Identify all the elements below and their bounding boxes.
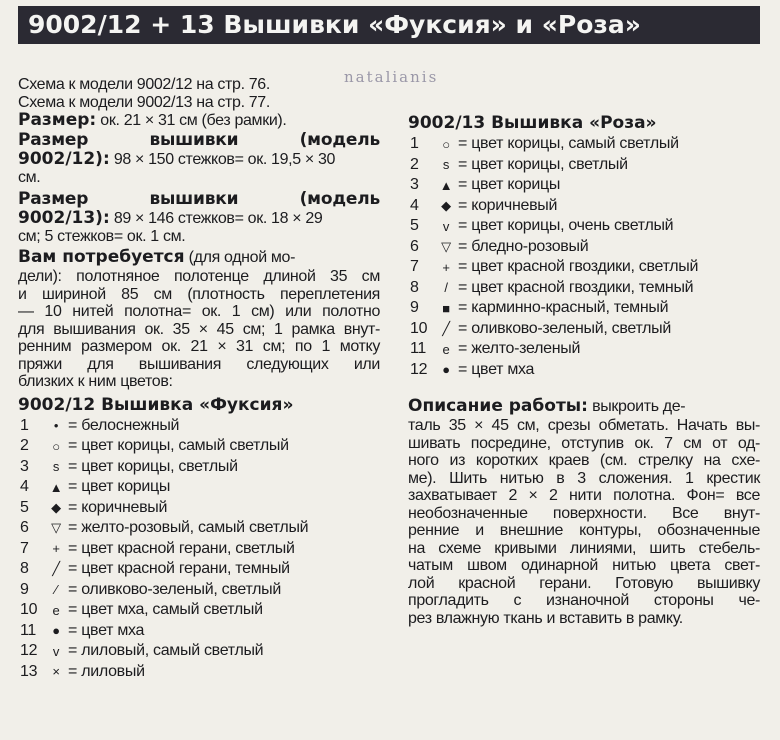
- legend-text: = цвет корицы, самый светлый: [68, 437, 289, 455]
- legend-text: = лиловый: [68, 662, 145, 680]
- legend-text: = лиловый, самый светлый: [68, 642, 264, 660]
- legend-row: [408, 175, 760, 196]
- legend-num: 12: [20, 642, 38, 660]
- legend-text: = цвет красной гвоздики, светлый: [458, 258, 699, 276]
- size-value: ок. 21 × 31 см (без рамки).: [96, 112, 287, 129]
- stitch-symbol-icon: •: [53, 418, 59, 434]
- work-line-5: захватывает 2 × 2 нити полотна. Фон= все: [408, 487, 760, 504]
- legend-num: 1: [20, 416, 29, 434]
- work-first: выкроить де-: [587, 398, 686, 415]
- emb13-model: 9002/13):: [18, 207, 110, 228]
- scheme-line-1: Схема к модели 9002/12 на стр. 76.: [18, 76, 270, 93]
- legend-text: = цвет красной герани, светлый: [68, 539, 295, 557]
- legend-num: 6: [410, 237, 419, 255]
- stitch-symbol-icon: e: [442, 341, 450, 357]
- legend-row: [18, 477, 380, 498]
- legend-row: [18, 518, 380, 539]
- right-column: [408, 112, 760, 627]
- legend-text: = бледно-розовый: [458, 237, 589, 255]
- work-line-2: шивать посредине, отступив ок. 7 см от од-: [408, 434, 760, 452]
- legend-row: [18, 539, 380, 560]
- materials-line-6: пряжи для вышивания следующих или: [18, 355, 380, 373]
- stitch-symbol-icon: s: [52, 459, 60, 475]
- emb12-tail: см.: [18, 169, 41, 186]
- work-line-12: рез влажную ткань и вставить в рамку.: [408, 609, 683, 627]
- stitch-symbol-icon: ○: [52, 438, 60, 454]
- materials-label: Вам потребуется: [18, 247, 185, 267]
- left-column: [18, 76, 380, 682]
- legend-num: 9: [410, 299, 419, 317]
- legend-row: [408, 196, 760, 217]
- stitch-symbol-icon: ■: [442, 300, 450, 316]
- legend-num: 2: [410, 155, 419, 173]
- legend-text: = цвет мха: [458, 360, 535, 378]
- emb13-heading: Размер вышивки (модель: [18, 188, 380, 209]
- stitch-symbol-icon: v: [442, 218, 450, 234]
- legend-text: = цвет корицы: [458, 176, 561, 194]
- work-line-1: таль 35 × 45 см, срезы обметать. Начать вы-: [408, 417, 760, 434]
- materials-text: [18, 268, 380, 391]
- legend-row: [408, 134, 760, 155]
- legend-fuchsia: [18, 416, 380, 683]
- legend-row: [18, 559, 380, 580]
- legend-text: = оливково-зеленый, светлый: [68, 580, 281, 598]
- materials-line-1: дели): полотняное полотенце длиной 35 см: [18, 268, 380, 285]
- emb13-tail: см; 5 стежков= ок. 1 см.: [18, 227, 186, 245]
- stitch-symbol-icon: +: [52, 541, 60, 557]
- stitch-symbol-icon: /: [444, 280, 448, 296]
- work-line-3: ного из коротких краев (см. стрелку на схе-: [408, 452, 760, 469]
- legend-row: [18, 621, 380, 642]
- work-line-6: необозначенные поверхности. Все внут-: [408, 504, 760, 522]
- stitch-symbol-icon: ◆: [441, 197, 451, 213]
- legend-text: = цвет красной гвоздики, темный: [458, 278, 694, 296]
- legend-num: 7: [410, 258, 419, 276]
- legend-num: 4: [410, 196, 419, 214]
- legend-row: [408, 237, 760, 258]
- legend-text: = цвет мха, самый светлый: [68, 601, 263, 619]
- stitch-symbol-icon: ○: [442, 136, 450, 152]
- legend-num: 5: [410, 217, 419, 235]
- legend-row: [18, 600, 380, 621]
- legend-text: = оливково-зеленый, светлый: [458, 319, 671, 337]
- stitch-symbol-icon: s: [442, 157, 450, 173]
- legend-row: [408, 298, 760, 319]
- emb12-value: 98 × 150 стежков= ок. 19,5 × 30: [109, 151, 336, 168]
- legend-row: [18, 436, 380, 457]
- emb12-model: 9002/12):: [18, 149, 110, 169]
- materials-first: (для одной мо-: [184, 249, 296, 266]
- legend-row: [18, 641, 380, 662]
- emb12-line: [18, 150, 380, 169]
- legend-text: = цвет корицы, очень светлый: [458, 217, 674, 235]
- work-line-8: на схеме кривыми линиями, шить стебель-: [408, 539, 760, 557]
- legend-num: 8: [20, 560, 29, 578]
- legend-num: 3: [410, 176, 419, 194]
- stitch-symbol-icon: e: [52, 602, 60, 618]
- legend-row: [18, 662, 380, 683]
- materials-line-4: для вышивания ок. 35 × 45 см; 1 рамка внут-: [18, 320, 380, 338]
- legend-num: 8: [410, 278, 419, 296]
- legend-text: = цвет корицы, светлый: [458, 155, 628, 173]
- work-line: [408, 396, 760, 417]
- stitch-symbol-icon: ╱: [442, 320, 450, 336]
- legend-text: = цвет красной герани, темный: [68, 560, 290, 578]
- work-line-9: чатым швом одинарной нитью цвета свет-: [408, 557, 760, 574]
- stitch-symbol-icon: ●: [52, 623, 60, 639]
- size-label: Размер:: [18, 110, 97, 130]
- legend-num: 5: [20, 498, 29, 516]
- work-text: [408, 417, 760, 627]
- legend-text: = цвет мха: [68, 621, 145, 639]
- stitch-symbol-icon: ×: [52, 664, 60, 680]
- emb12-heading: Размер вышивки (модель: [18, 130, 380, 150]
- legend-row: [408, 278, 760, 299]
- work-label: Описание работы:: [408, 396, 588, 416]
- legend-row: [408, 257, 760, 278]
- watermark: natalianis: [344, 68, 439, 86]
- legend-title-rose: 9002/13 Вышивка «Роза»: [408, 113, 657, 133]
- legend-row: [18, 580, 380, 601]
- stitch-symbol-icon: ⁄: [55, 582, 57, 598]
- legend-text: = карминно-красный, темный: [458, 299, 669, 317]
- stitch-symbol-icon: ●: [442, 362, 450, 378]
- materials-line-5: ренним размером ок. 21 × 31 см; по 1 мотку: [18, 338, 380, 355]
- stitch-symbol-icon: ▽: [51, 520, 61, 536]
- emb13-value: 89 × 146 стежков= ок. 18 × 29: [109, 209, 323, 227]
- scheme-line-2: Схема к модели 9002/13 на стр. 77.: [18, 93, 270, 111]
- legend-num: 1: [410, 135, 419, 153]
- legend-num: 7: [20, 539, 29, 557]
- stitch-symbol-icon: ╱: [52, 561, 60, 577]
- materials-line-3: — 10 нитей полотна= ок. 1 см) или полотно: [18, 303, 380, 320]
- legend-row: [408, 360, 760, 381]
- legend-num: 11: [20, 621, 37, 639]
- stitch-symbol-icon: ▽: [441, 238, 451, 254]
- work-line-7: ренние и внешние контуры, обозначенные: [408, 522, 760, 539]
- work-line-4: ме). Шить нитью в 3 сложения. 1 крестик: [408, 469, 760, 487]
- legend-text: = цвет корицы, самый светлый: [458, 135, 679, 153]
- legend-rose: [408, 134, 760, 380]
- legend-text: = белоснежный: [68, 416, 180, 434]
- legend-row: [408, 319, 760, 340]
- legend-text: = желто-зеленый: [458, 340, 581, 358]
- legend-row: [18, 416, 380, 437]
- legend-title-fuchsia: 9002/12 Вышивка «Фуксия»: [18, 394, 294, 415]
- legend-text: = желто-розовый, самый светлый: [68, 519, 309, 537]
- legend-num: 6: [20, 519, 29, 537]
- emb13-line: [18, 209, 380, 228]
- legend-text: = цвет корицы: [68, 478, 171, 496]
- legend-row: [18, 498, 380, 519]
- legend-row: [408, 155, 760, 176]
- legend-text: = коричневый: [68, 498, 168, 516]
- legend-num: 13: [20, 662, 38, 680]
- materials-line-7: близких к ним цветов:: [18, 373, 173, 390]
- stitch-symbol-icon: +: [442, 259, 450, 275]
- legend-row: [18, 457, 380, 478]
- stitch-symbol-icon: ▲: [439, 177, 453, 193]
- materials-line: [18, 247, 380, 268]
- legend-num: 11: [410, 340, 427, 358]
- legend-num: 4: [20, 478, 29, 496]
- stitch-symbol-icon: ▲: [49, 479, 63, 495]
- materials-line-2: и шириной 85 см (плотность переплетения: [18, 285, 380, 303]
- stitch-symbol-icon: v: [52, 643, 60, 659]
- legend-num: 9: [20, 580, 29, 598]
- legend-num: 3: [20, 457, 29, 475]
- legend-text: = коричневый: [458, 196, 558, 214]
- legend-num: 2: [20, 437, 29, 455]
- work-line-10: лой красной герани. Готовую вышивку: [408, 574, 760, 592]
- stitch-symbol-icon: ◆: [51, 499, 61, 515]
- legend-num: 10: [20, 601, 38, 619]
- legend-row: [408, 339, 760, 360]
- page-header: 9002/12 + 13 Вышивки «Фуксия» и «Роза»: [18, 6, 760, 44]
- legend-num: 12: [410, 360, 428, 378]
- size-line: [18, 111, 380, 130]
- legend-num: 10: [410, 319, 428, 337]
- legend-row: [408, 216, 760, 237]
- work-line-11: прогладить с изнаночной стороны че-: [408, 592, 760, 609]
- legend-text: = цвет корицы, светлый: [68, 457, 238, 475]
